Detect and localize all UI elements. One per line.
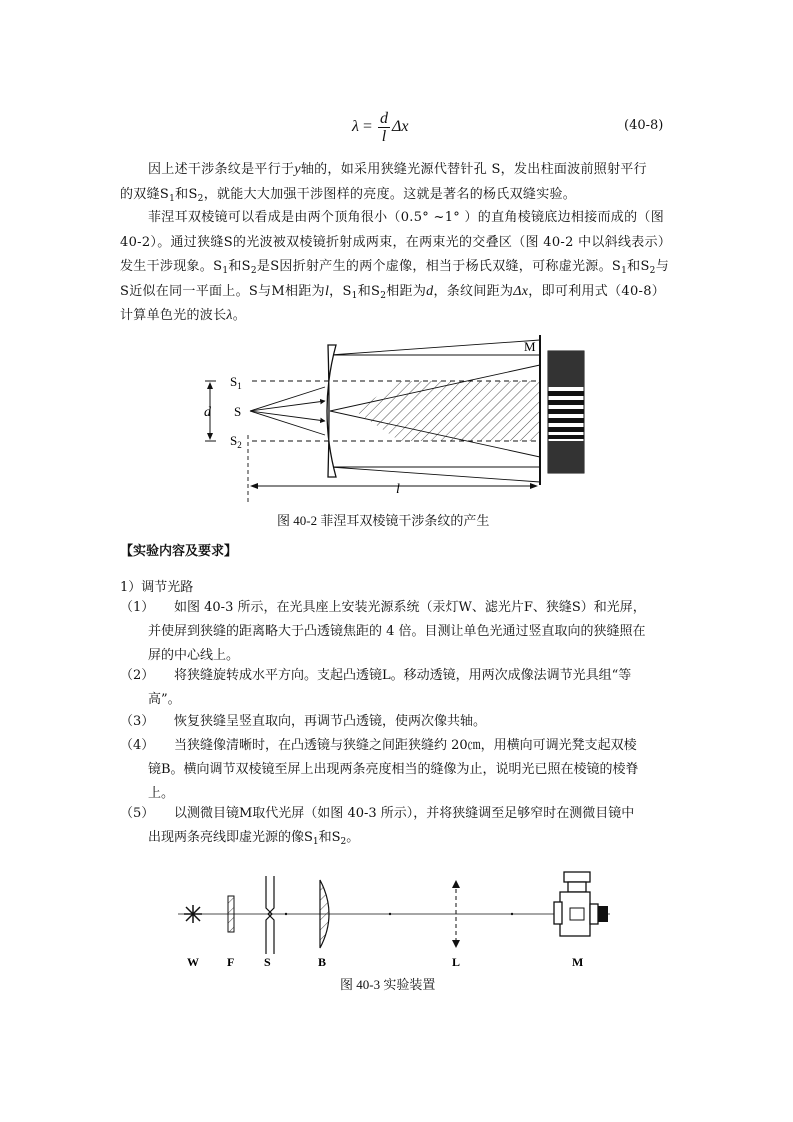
item-line: 当狭缝像清晰时，在凸透镜与狭缝之间距狭缝约 20㎝，用横向可调光凳支起双棱 [174,738,637,753]
subscript: 1 [621,266,628,276]
eq-denominator: l [381,128,387,145]
text: 的双缝S [120,186,170,202]
item-number: （2） [120,668,155,683]
beam-edge [330,340,540,355]
biprism-icon [320,880,329,948]
interference-region [355,381,540,441]
text: 是S因折射产生的两个虚像，相当于杨氏双缝，可称虚光源。S [256,259,622,274]
var-l: l [324,283,330,299]
axis-dot [389,913,391,915]
item-line: 将狭缝旋转成水平方向。支起凸透镜L。移动透镜，用两次成像法调节光具组“等 [174,668,632,683]
ray [250,387,325,411]
subscript: 2 [197,193,204,204]
text: 相距为 [386,283,427,299]
label-B: B [318,955,327,969]
item-line: 恢复狭缝呈竖直取向，再调节凸透镜，使两次像共轴。 [174,714,487,729]
text: ，S [329,283,352,299]
lens-arrow-bottom [452,940,460,948]
paragraph-fresnel-biprism [120,206,672,329]
text: 和S [228,259,251,274]
axis-dot [511,913,513,915]
subscript: 1 [222,266,229,276]
list-item [120,802,676,850]
text: 轴的，如采用狭缝光源代替针孔 S，发出柱面波前照射平行 [300,162,647,177]
figure-40-2-caption: 图 40-2 菲涅耳双棱镜干涉条纹的产生 [277,513,490,528]
item-body [120,734,676,806]
text: ，条纹间距为 [433,283,514,299]
label-S1: $S_1$ [230,374,242,391]
lamp-icon [184,905,202,923]
label-M: M [524,339,536,354]
subscript: 1 [169,193,176,204]
eq-delta-x: Δx [391,118,409,136]
text: 发生干涉现象。S [120,259,223,274]
paragraph-line [120,304,672,329]
item-line: 高”。 [148,692,181,707]
text: 和S [318,830,341,845]
text: 与 [655,259,669,274]
text: 。 [232,308,247,323]
speckle-bottom [548,441,584,473]
text: 计算单色光的波长 [120,308,227,323]
text: S近似在同一平面上。S与M相距为 [120,283,325,299]
lens-arrow-top [452,880,460,888]
item-body [120,596,676,668]
item-line: 如图 40-3 所示，在光具座上安装光源系统（汞灯W、滤光片F、狭缝S）和光屏， [174,600,646,615]
subscript: 2 [250,266,257,276]
paragraph-line: 菲涅耳双棱镜可以看成是由两个顶角很小（0.5° ~1° ）的直角棱镜底边相接而成的（图 [148,210,665,225]
filter-icon [228,896,234,932]
list-item [120,664,676,712]
label-F: F [227,955,235,969]
fringe [548,400,584,405]
l-arrow-left [250,483,258,489]
list-item [120,596,676,668]
item-body [120,710,676,734]
text: 出现两条亮线即虚光源的像S [148,830,313,845]
label-S2: $S_2$ [230,433,242,450]
eq-lambda: λ [352,118,359,136]
item-line: 屏的中心线上。 [148,648,240,663]
item-number: （3） [120,714,155,729]
eq-fraction [378,110,390,145]
item-line: 并使屏到狭缝的距离略大于凸透镜焦距的 4 倍。目测让单色光通过竖直取向的狭缝照在 [148,624,646,639]
paragraph-line [120,255,672,280]
micrometer-eyepiece-icon [554,872,608,936]
equation-number: (40-8) [624,118,664,133]
label-M: M [572,955,584,969]
label-l: l [396,482,400,497]
eq-equals: = [362,118,372,136]
beam-edge [330,467,540,482]
var-delta-x: Δx [513,283,529,299]
item-line [148,826,676,850]
fringe [548,427,584,432]
subscript: 2 [649,266,656,276]
text: ，就能大大加强干涉图样的亮度。这就是著名的杨氏双缝实验。 [203,186,577,202]
label-d: d [204,405,211,420]
label-S: S [234,404,242,419]
text: 和S [175,186,198,202]
text: 和S [357,283,381,299]
item-number: （4） [120,738,155,753]
paragraph-young-double-slit [120,158,672,207]
text: ，即可利用式（40-8） [528,283,666,299]
subscript: 1 [312,837,319,847]
list-item [120,710,676,734]
fringe [548,435,584,439]
ray [250,411,325,421]
fringe [548,418,584,423]
fringe [548,391,584,396]
section-title: 【实验内容及要求】 [120,544,238,559]
text: 和S [627,259,650,274]
l-arrow-right [530,483,538,489]
label-S: S [264,955,271,969]
list-item [120,734,676,806]
paragraph-line [120,183,672,208]
item-line: 上。 [148,786,175,801]
subscript: 1 [351,290,358,301]
label-L: L [452,955,461,969]
ray [250,401,325,411]
var-d: d [426,283,434,299]
paragraph-line: 40-2）。通过狭缝S的光波被双棱镜折射成两束，在两束光的交叠区（图 40-2 中以斜线表示） [120,234,672,250]
label-W: W [187,955,199,969]
var-y: y [294,162,301,177]
speckle-top [548,351,584,387]
fringe [548,409,584,414]
subsection-title: 1）调节光路 [120,580,194,595]
d-arrow-bottom [207,433,213,440]
item-line: 以测微目镜M取代光屏（如图 40-3 所示），并将狭缝调至足够窄时在测微目镜中 [174,806,635,821]
item-number: （1） [120,600,155,615]
paragraph-line [120,280,672,305]
text: 因上述干涉条纹是平行于 [148,162,295,177]
ray [250,411,325,435]
item-body [120,664,676,712]
figure-40-3-caption: 图 40-3 实验装置 [340,977,436,992]
eq-numerator: d [379,110,388,127]
d-arrow-top [207,382,213,389]
item-number: （5） [120,806,155,821]
subscript: 2 [340,837,347,847]
item-body [120,802,676,850]
subscript: 2 [380,290,387,301]
var-lambda: λ [226,308,233,323]
axis-dot [285,913,287,915]
item-line: 镜B。横向调节双棱镜至屏上出现两条亮度相当的缝像为止，说明光已照在棱镜的棱脊 [148,762,639,777]
text: 。 [346,830,360,845]
figure-40-2-biprism-diagram [190,335,610,505]
figure-40-3-apparatus [170,862,620,972]
equation-40-8 [352,110,408,145]
paragraph-line [120,158,672,183]
